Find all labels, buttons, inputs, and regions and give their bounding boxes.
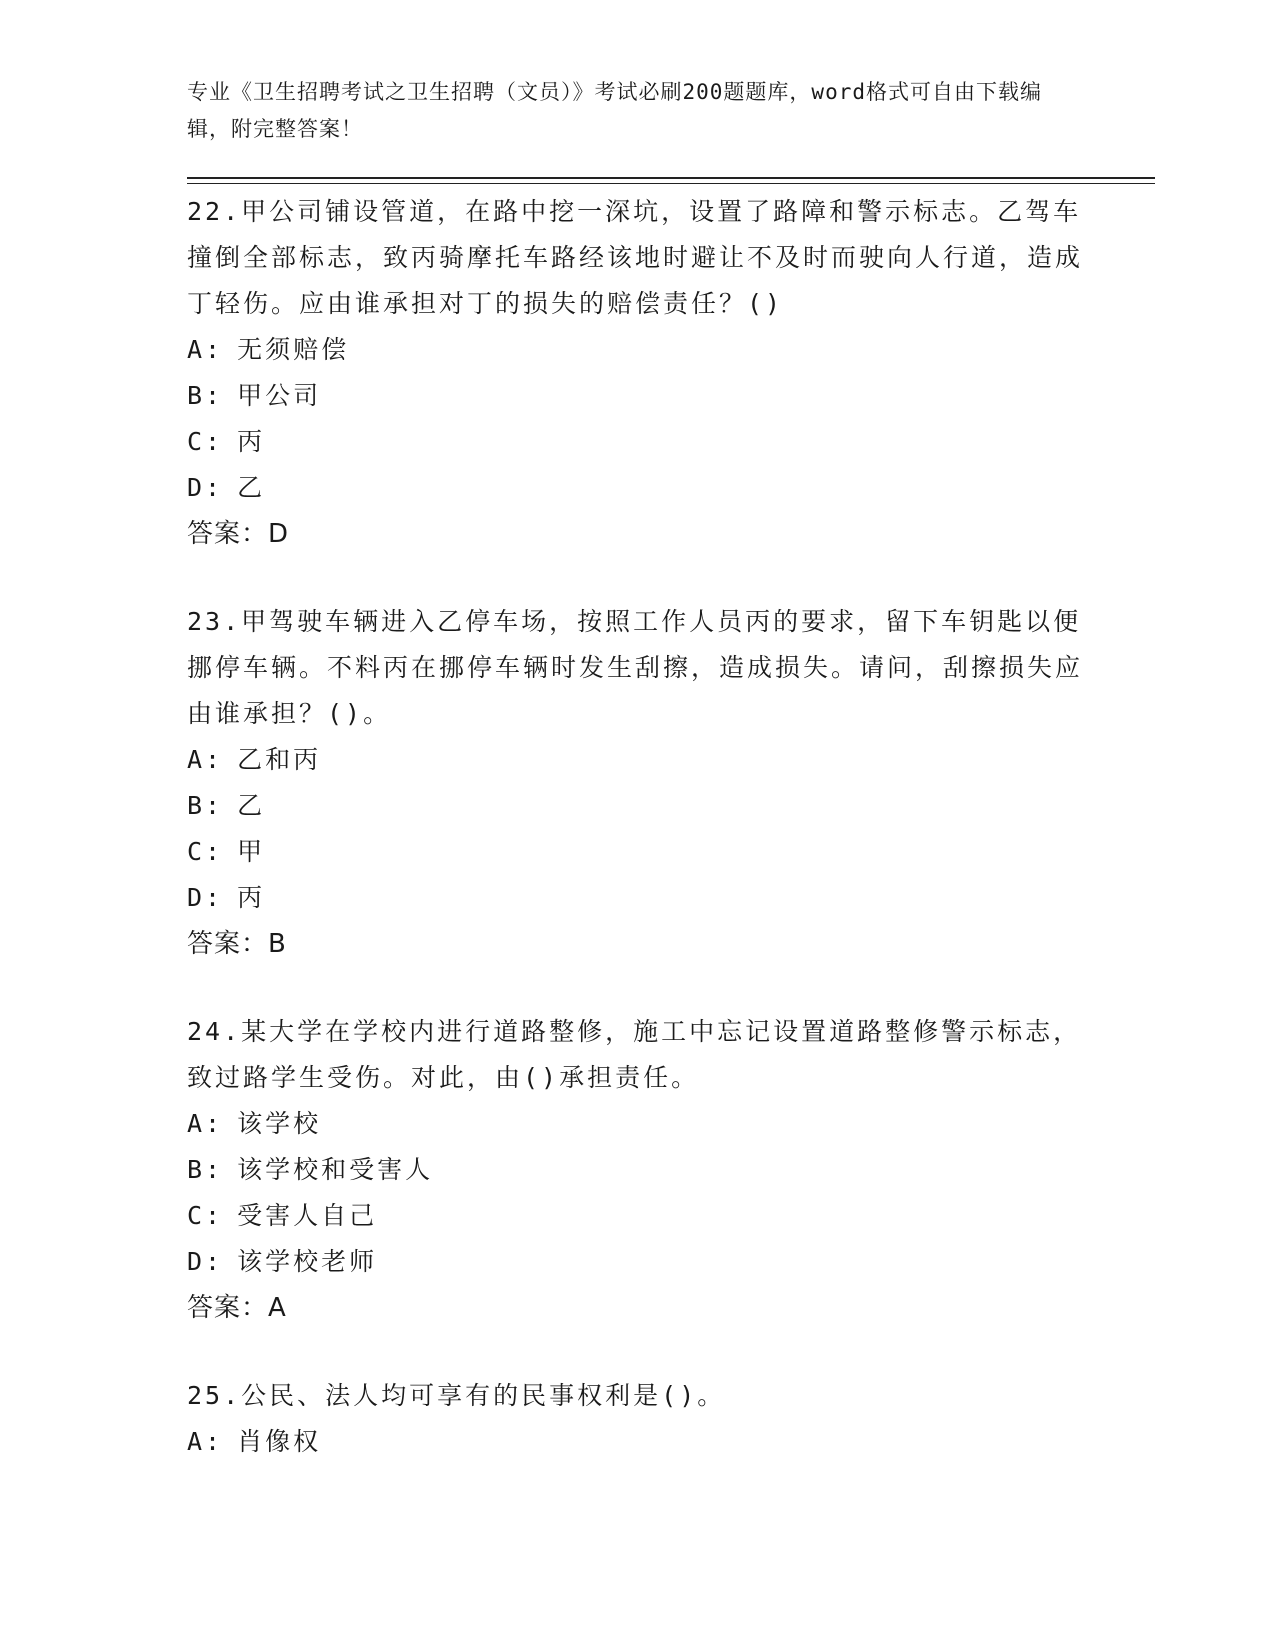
- option-text: 肖像权: [237, 1427, 322, 1456]
- option-letter: C:: [187, 427, 224, 456]
- question-list: [187, 189, 1087, 1507]
- option-letter: D:: [187, 1247, 224, 1276]
- option-text: 该学校老师: [237, 1247, 378, 1276]
- option-letter: D:: [187, 473, 224, 502]
- option-d: [187, 875, 1087, 921]
- option-letter: C:: [187, 837, 224, 866]
- option-letter: A:: [187, 335, 224, 364]
- document-header: 专业《卫生招聘考试之卫生招聘（文员）》考试必刷200题题库，word格式可自由下载编辑，附完整答案！: [187, 80, 1042, 141]
- option-b: [187, 373, 1087, 419]
- question-24: [187, 1009, 1087, 1331]
- header-divider-thin: [187, 183, 1155, 184]
- option-letter: B:: [187, 1155, 224, 1184]
- option-d: [187, 1239, 1087, 1285]
- answer-line: 答案：D: [187, 519, 290, 549]
- option-letter: A:: [187, 1427, 224, 1456]
- option-text: 丙: [237, 427, 266, 456]
- option-text: 乙和丙: [237, 745, 322, 774]
- question-stem: 25.公民、法人均可享有的民事权利是()。: [187, 1381, 726, 1410]
- option-c: [187, 419, 1087, 465]
- option-a: [187, 1101, 1087, 1147]
- header-divider-thick: [187, 177, 1155, 179]
- option-letter: A:: [187, 1109, 224, 1138]
- option-text: 该学校和受害人: [237, 1155, 434, 1184]
- option-text: 乙: [237, 473, 266, 502]
- option-text: 乙: [237, 791, 266, 820]
- option-text: 甲: [237, 837, 266, 866]
- option-text: 该学校: [237, 1109, 322, 1138]
- question-23: [187, 599, 1087, 967]
- question-25: [187, 1373, 1087, 1465]
- answer-line: 答案：B: [187, 929, 287, 959]
- option-a: [187, 737, 1087, 783]
- option-letter: D:: [187, 883, 224, 912]
- question-stem: 22.甲公司铺设管道，在路中挖一深坑，设置了路障和警示标志。乙驾车撞倒全部标志，致丙骑摩托车路经该地时避让不及时而驶向人行道，造成丁轻伤。应由谁承担对丁的损失的赔偿责任？(): [187, 197, 1084, 318]
- option-text: 丙: [237, 883, 266, 912]
- option-letter: B:: [187, 381, 224, 410]
- option-letter: A:: [187, 745, 224, 774]
- question-stem: 23.甲驾驶车辆进入乙停车场，按照工作人员丙的要求，留下车钥匙以便挪停车辆。不料丙在挪停车辆时发生刮擦，造成损失。请问，刮擦损失应由谁承担？()。: [187, 607, 1084, 728]
- option-b: [187, 783, 1087, 829]
- option-letter: C:: [187, 1201, 224, 1230]
- option-text: 甲公司: [237, 381, 322, 410]
- option-text: 受害人自己: [237, 1201, 378, 1230]
- option-a: [187, 1419, 1087, 1465]
- question-22: [187, 189, 1087, 557]
- option-a: [187, 327, 1087, 373]
- question-stem: 24.某大学在学校内进行道路整修，施工中忘记设置道路整修警示标志，致过路学生受伤。对此，由()承担责任。: [187, 1017, 1082, 1092]
- option-text: 无须赔偿: [237, 335, 350, 364]
- answer-line: 答案：A: [187, 1293, 287, 1323]
- option-c: [187, 829, 1087, 875]
- option-b: [187, 1147, 1087, 1193]
- option-c: [187, 1193, 1087, 1239]
- option-d: [187, 465, 1087, 511]
- option-letter: B:: [187, 791, 224, 820]
